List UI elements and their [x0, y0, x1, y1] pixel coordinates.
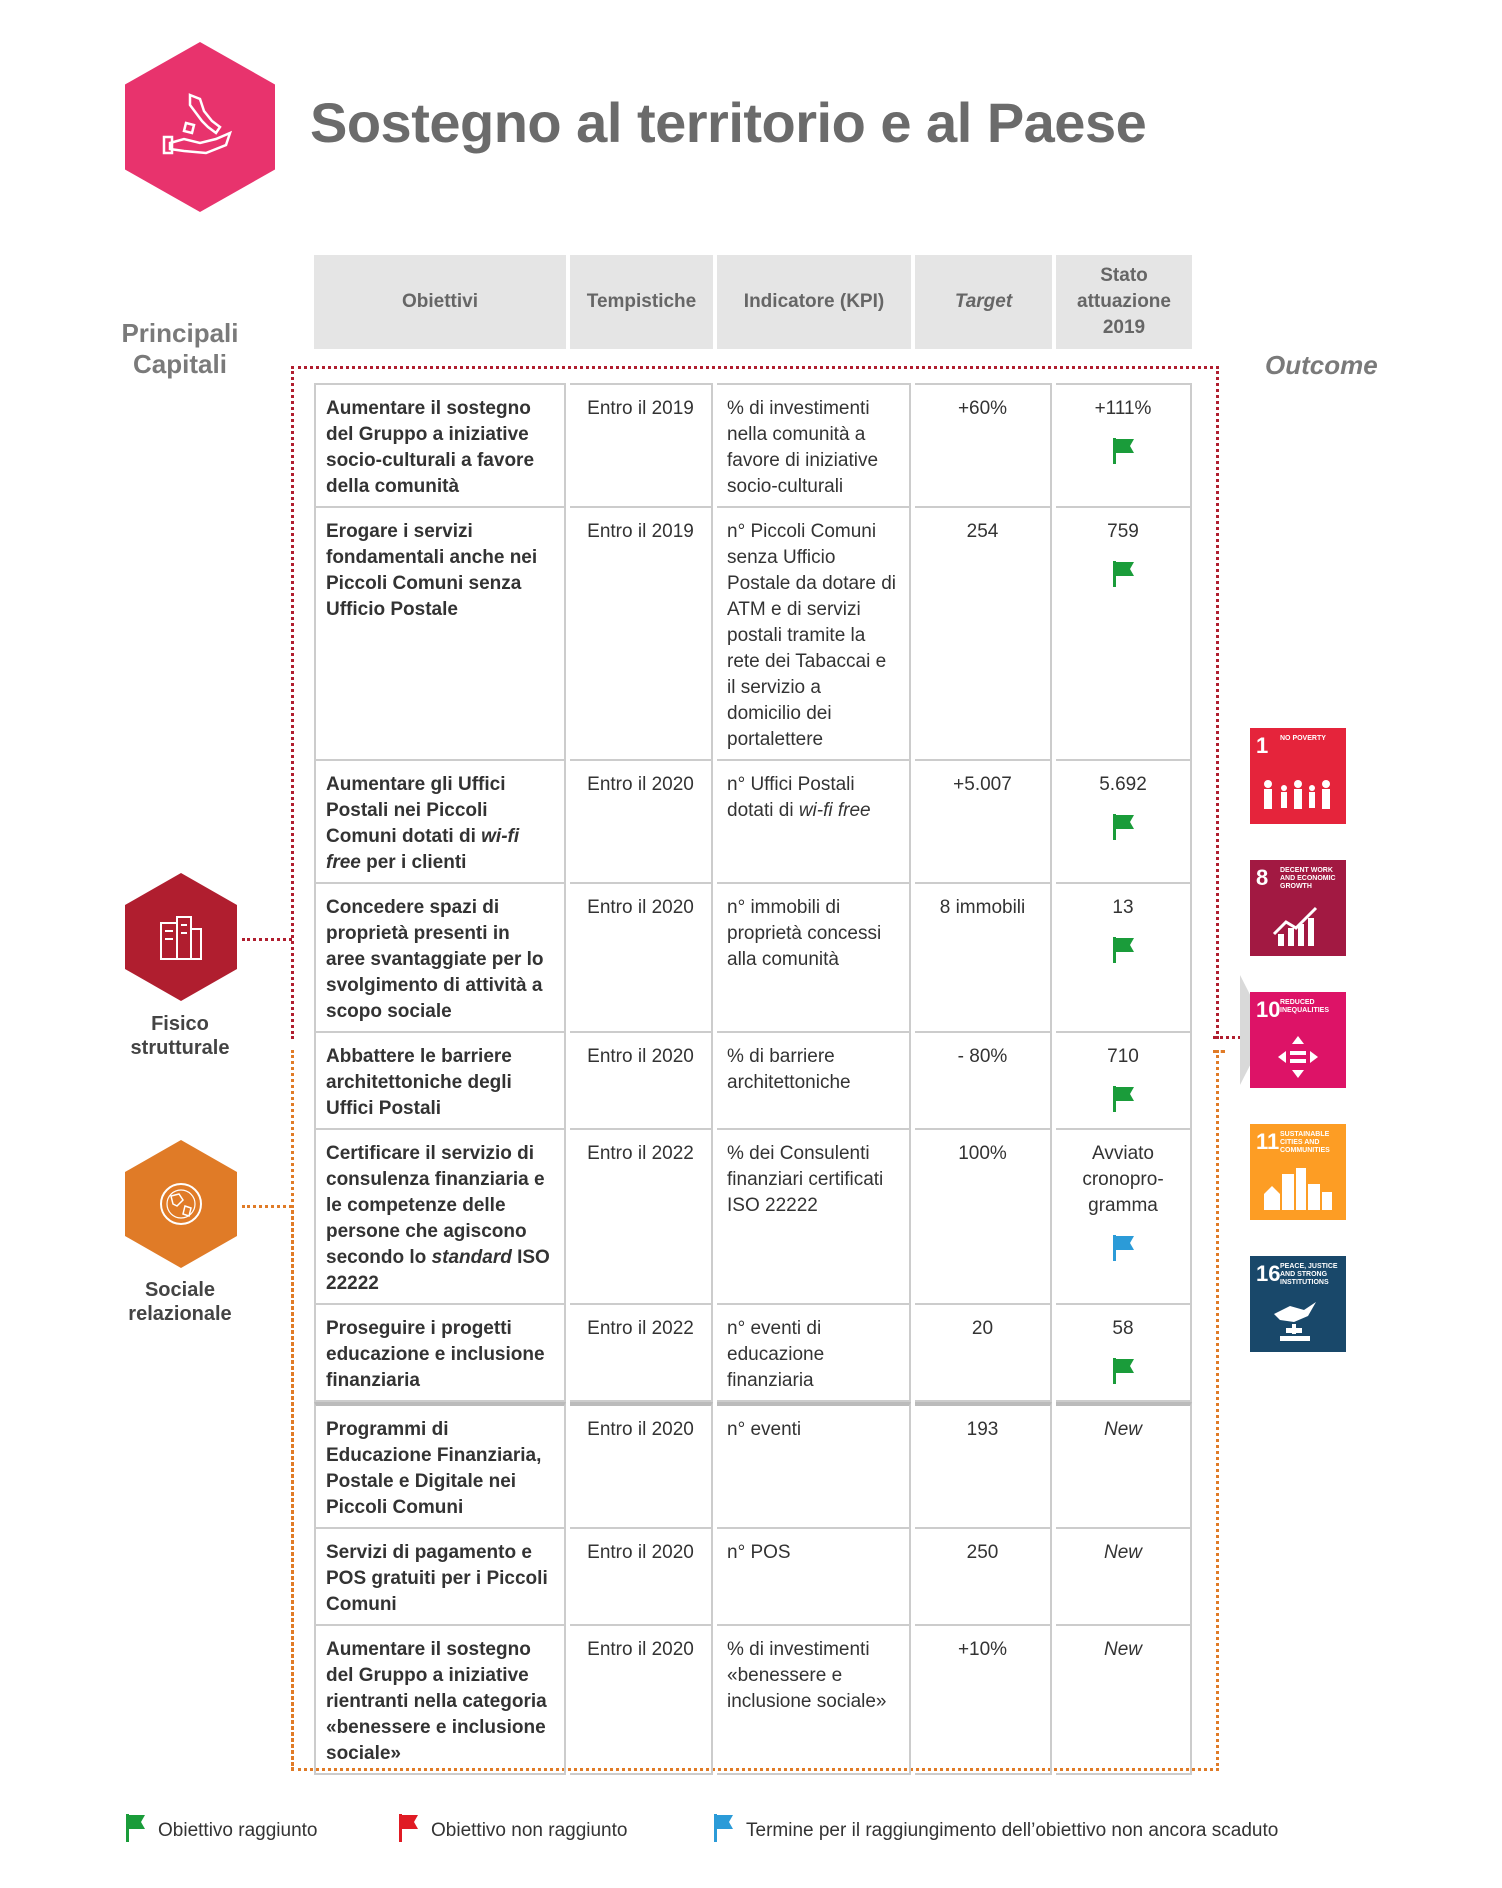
table-row — [314, 1033, 1192, 1130]
timing-cell: Entro il 2020 — [570, 1402, 713, 1529]
sdg-number: 16 — [1256, 1261, 1281, 1286]
capital-sociale-label: Sociale relazionale — [128, 1279, 232, 1325]
sdg-11-tile — [1250, 1124, 1346, 1220]
orange-dotted-connector — [242, 1205, 292, 1208]
table-header-row — [314, 255, 1192, 349]
kpi-italic: wi-fi free — [798, 800, 871, 821]
green-flag-icon — [1110, 559, 1136, 589]
table-row — [314, 1529, 1192, 1626]
sdg-text: REDUCED INEQUALITIES — [1280, 999, 1330, 1014]
status-value: Avviato cronopro-gramma — [1082, 1143, 1164, 1216]
objective-cell: Aumentare il sostegno del Gruppo a iniziative socio-culturali a favore della comunità — [314, 383, 566, 508]
orange-dotted-vertical — [291, 1205, 294, 1770]
green-flag-icon — [124, 1814, 146, 1842]
family-icon — [1260, 776, 1336, 816]
sdg-number: 10 — [1256, 997, 1281, 1022]
target-cell: +60% — [915, 383, 1052, 508]
timing-cell: Entro il 2022 — [570, 1130, 713, 1305]
status-value: 759 — [1107, 521, 1139, 542]
legend-item-reached — [124, 1820, 318, 1842]
target-cell: 100% — [915, 1130, 1052, 1305]
table-row — [314, 508, 1192, 761]
legend-label: Obiettivo raggiunto — [158, 1820, 318, 1841]
page-title: Sostegno al territorio e al Paese — [310, 91, 1147, 154]
buildings-icon — [155, 911, 207, 963]
green-flag-icon — [1110, 436, 1136, 466]
table-row — [314, 884, 1192, 1033]
header-obiettivi: Obiettivi — [314, 255, 566, 349]
timing-cell: Entro il 2019 — [570, 383, 713, 508]
dove-gavel-icon — [1260, 1294, 1336, 1344]
sdg-text: DECENT WORK AND ECONOMIC GROWTH — [1280, 867, 1336, 890]
status-cell — [1056, 884, 1192, 1033]
table-row — [314, 1626, 1192, 1775]
target-cell: 254 — [915, 508, 1052, 761]
objective-cell: Abbattere le barriere architettoniche degli Uffici Postali — [314, 1033, 566, 1130]
status-value: 58 — [1112, 1318, 1134, 1339]
status-cell — [1056, 383, 1192, 508]
equality-arrows-icon — [1260, 1034, 1336, 1080]
target-cell: 193 — [915, 1402, 1052, 1529]
sdg-16-tile — [1250, 1256, 1346, 1352]
capital-sociale-hexagon — [125, 1140, 237, 1268]
red-flag-icon — [397, 1814, 419, 1842]
orange-dotted-top-right — [1213, 1050, 1225, 1053]
sdg-number: 8 — [1256, 865, 1269, 890]
capital-fisico-label: Fisico strutturale — [130, 1013, 230, 1059]
objective-cell: Programmi di Educazione Finanziaria, Postale e Digitale nei Piccoli Comuni — [314, 1402, 566, 1529]
kpi-cell: n° eventi di educazione finanziaria — [717, 1305, 911, 1402]
objective-italic: standard — [431, 1247, 512, 1268]
header-target: Target — [915, 255, 1052, 349]
header-tempistiche: Tempistiche — [570, 255, 713, 349]
status-value: +111% — [1094, 398, 1152, 419]
objective-text-end: per i clienti — [360, 852, 467, 873]
sdg-8-tile — [1250, 860, 1346, 956]
legend-label: Obiettivo non raggiunto — [431, 1820, 628, 1841]
kpi-cell: % di investimenti nella comunità a favore di iniziative socio-culturali — [717, 383, 911, 508]
sdg-text: NO POVERTY — [1280, 735, 1326, 742]
status-cell: New — [1056, 1402, 1192, 1529]
objectives-table — [310, 255, 1196, 1775]
timing-cell: Entro il 2020 — [570, 761, 713, 884]
kpi-text: n° Uffici Postali dotati di — [727, 774, 855, 821]
capital-fisico-hexagon — [125, 873, 237, 1001]
target-cell: - 80% — [915, 1033, 1052, 1130]
sdg-number: 11 — [1256, 1129, 1280, 1154]
kpi-cell: % dei Consulenti finanziari certificati ISO 22222 — [717, 1130, 911, 1305]
kpi-cell: n° POS — [717, 1529, 911, 1626]
outcome-label: Outcome — [1265, 350, 1378, 380]
sdg-number: 1 — [1256, 733, 1269, 758]
kpi-cell — [717, 761, 911, 884]
timing-cell: Entro il 2020 — [570, 1626, 713, 1775]
status-value: 13 — [1112, 897, 1134, 918]
green-flag-icon — [1110, 1084, 1136, 1114]
header-stato: Stato attuazione 2019 — [1056, 255, 1192, 349]
green-flag-icon — [1110, 812, 1136, 842]
objective-text-end: ISO 22222 — [326, 1247, 550, 1294]
target-cell: +5.007 — [915, 761, 1052, 884]
objective-text: Aumentare gli Uffici Postali nei Piccoli Comuni dotati di — [326, 774, 506, 847]
legend-item-not-reached — [397, 1820, 627, 1842]
table-row — [314, 1402, 1192, 1529]
table-row — [314, 761, 1192, 884]
timing-cell: Entro il 2020 — [570, 1529, 713, 1626]
target-cell: 250 — [915, 1529, 1052, 1626]
timing-cell: Entro il 2019 — [570, 508, 713, 761]
red-dotted-to-arrow — [1213, 1036, 1241, 1039]
kpi-cell: % di barriere architettoniche — [717, 1033, 911, 1130]
italy-hand-icon — [160, 87, 240, 167]
status-cell: New — [1056, 1626, 1192, 1775]
timing-cell: Entro il 2020 — [570, 1033, 713, 1130]
objective-cell: Concedere spazi di proprietà presenti in aree svantaggiate per lo svolgimento di attività a scopo sociale — [314, 884, 566, 1033]
status-cell — [1056, 1130, 1192, 1305]
timing-cell: Entro il 2022 — [570, 1305, 713, 1402]
legend-item-pending — [712, 1820, 1278, 1842]
kpi-cell: n° immobili di proprietà concessi alla comunità — [717, 884, 911, 1033]
target-cell: 8 immobili — [915, 884, 1052, 1033]
globe-icon — [155, 1178, 207, 1230]
objective-italic: wi-fi free — [326, 826, 520, 873]
status-cell — [1056, 508, 1192, 761]
status-value: 5.692 — [1099, 774, 1147, 795]
table-row — [314, 1130, 1192, 1305]
target-cell: 20 — [915, 1305, 1052, 1402]
objective-cell — [314, 761, 566, 884]
table-row — [314, 1305, 1192, 1402]
growth-chart-icon — [1260, 904, 1336, 948]
objective-cell: Erogare i servizi fondamentali anche nei Piccoli Comuni senza Ufficio Postale — [314, 508, 566, 761]
status-cell — [1056, 1033, 1192, 1130]
sdg-1-tile — [1250, 728, 1346, 824]
kpi-cell: % di investimenti «benessere e inclusione sociale» — [717, 1626, 911, 1775]
status-cell — [1056, 761, 1192, 884]
sdg-10-tile — [1250, 992, 1346, 1088]
red-dotted-connector — [242, 938, 292, 941]
timing-cell: Entro il 2020 — [570, 884, 713, 1033]
city-icon — [1260, 1164, 1336, 1212]
sdg-text: SUSTAINABLE CITIES AND COMMUNITIES — [1280, 1131, 1330, 1154]
kpi-cell: n° eventi — [717, 1402, 911, 1529]
blue-flag-icon — [1110, 1233, 1136, 1263]
legend-label: Termine per il raggiungimento dell’obiettivo non ancora scaduto — [746, 1820, 1279, 1841]
objective-cell: Aumentare il sostegno del Gruppo a iniziative rientranti nella categoria «benessere e inclusione sociale» — [314, 1626, 566, 1775]
sdg-text: PEACE, JUSTICE AND STRONG INSTITUTIONS — [1280, 1263, 1338, 1286]
objective-cell: Proseguire i progetti educazione e inclusione finanziaria — [314, 1305, 566, 1402]
status-value: 710 — [1107, 1046, 1139, 1067]
table-row — [314, 383, 1192, 508]
kpi-cell: n° Piccoli Comuni senza Ufficio Postale da dotare di ATM e di servizi postali tramite la rete dei Tabaccai e il servizio a domicilio dei portalettere — [717, 508, 911, 761]
target-cell: +10% — [915, 1626, 1052, 1775]
status-cell: New — [1056, 1529, 1192, 1626]
status-cell — [1056, 1305, 1192, 1402]
theme-hexagon — [125, 42, 275, 212]
objective-cell: Servizi di pagamento e POS gratuiti per i Piccoli Comuni — [314, 1529, 566, 1626]
objective-cell — [314, 1130, 566, 1305]
green-flag-icon — [1110, 1356, 1136, 1386]
blue-flag-icon — [712, 1814, 734, 1842]
principali-capitali-label: Principali Capitali — [121, 318, 239, 379]
objective-text: Certificare il servizio di consulenza finanziaria e le competenze delle persone che agiscono secondo lo — [326, 1143, 545, 1268]
green-flag-icon — [1110, 935, 1136, 965]
header-indicatore: Indicatore (KPI) — [717, 255, 911, 349]
